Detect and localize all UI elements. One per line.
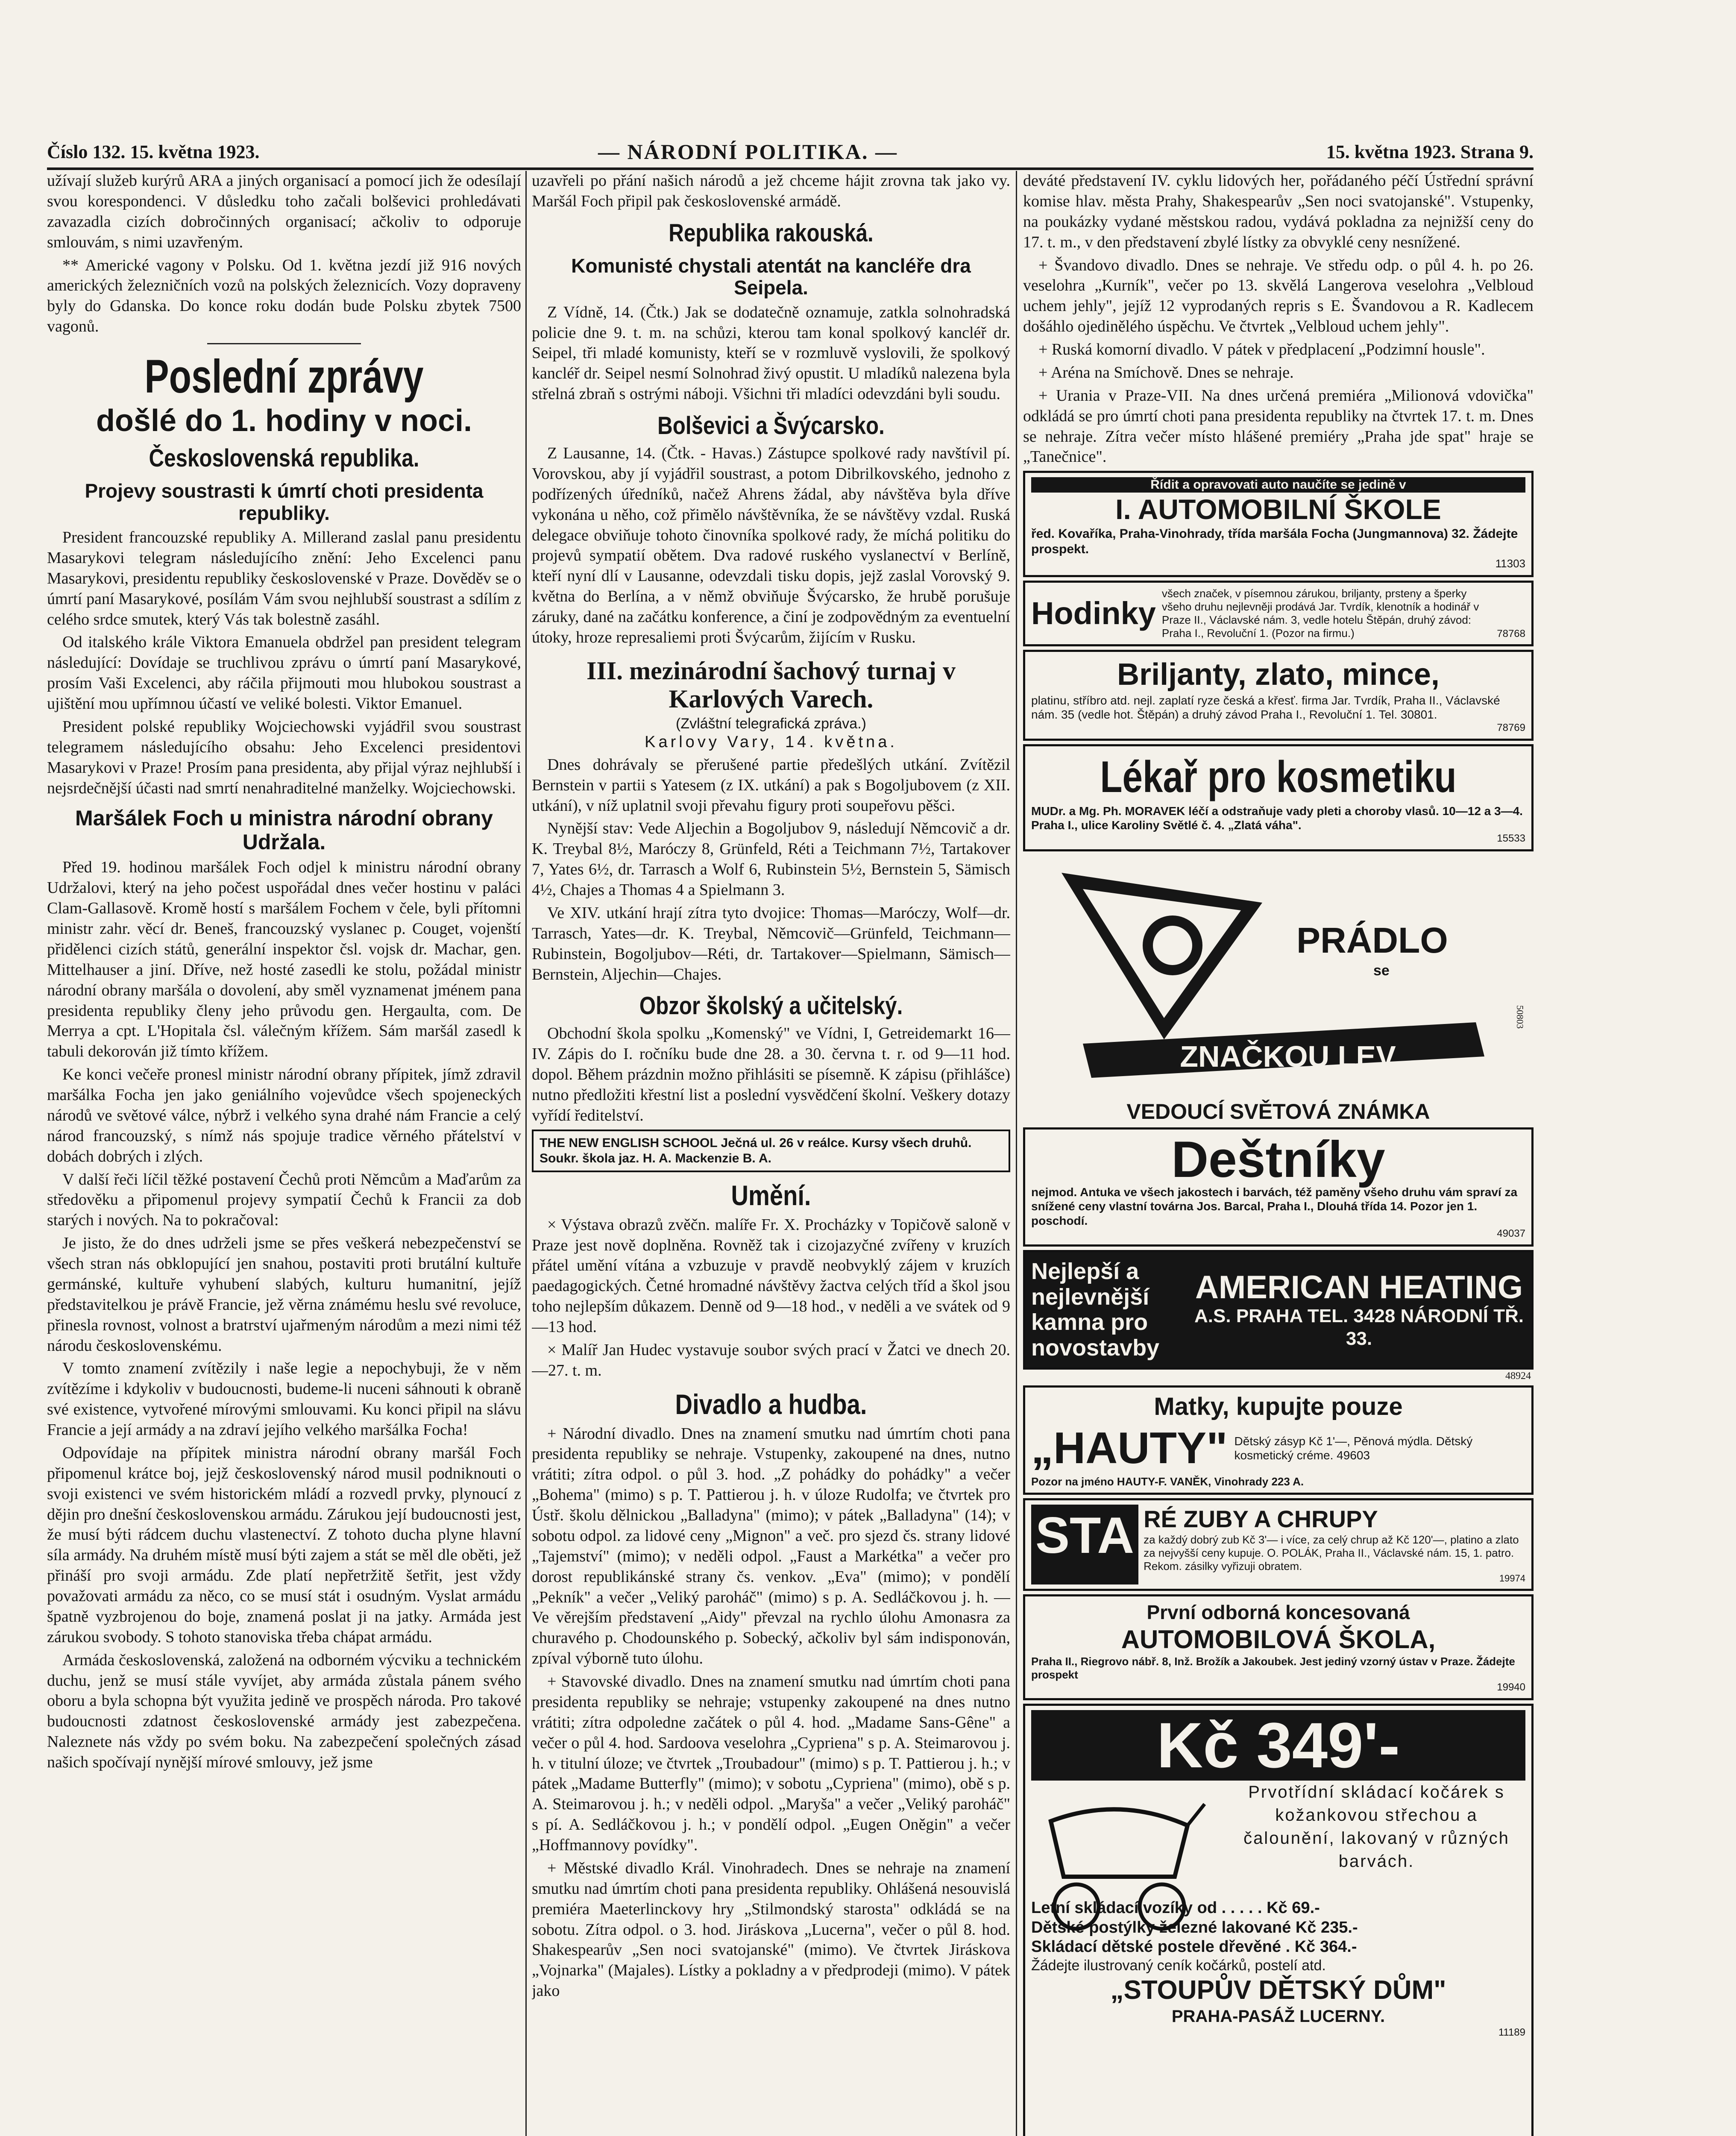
article-text: Nynější stav: Vede Aljechin a Bogoljubov 9, následují Němcovič a dr. K. Treybal 8½, Maróczy 8, Grünfeld, Réti a Teichmann 7½, Tartakover 7, Yates 6½, dr. Tarrasch a Wolf 6, Rubinstein 5½, Bernstein 5, Sämisch 4½, Chajes a Thomas 4 a Spielmann 3. <box>532 819 1010 899</box>
advert-price-row: Dětské postýlky železné lakované Kč 235.- <box>1031 1918 1358 1936</box>
advert-english-school: THE NEW ENGLISH SCHOOL Ječná ul. 26 v reálce. Kursy všech druhů. Soukr. škola jaz. H. A. Mackenzie B. A. <box>532 1130 1010 1172</box>
advert-line: Praha II., Riegrovo nábř. 8, Inž. Brožík a Jakoubek. Jest jediný vzorný ústav v Praze. Žádejte prospekt <box>1031 1655 1515 1681</box>
advert-title: „HAUTY" <box>1031 1423 1228 1473</box>
issue-number: Číslo 132. 15. května 1923. <box>47 141 260 162</box>
advert-title: Briljanty, zlato, mince, <box>1117 657 1440 692</box>
advert-line: všech značek, v písemnou zárukou, briljanty, prsteny a šperky všeho druhu nejlevněji prodává Jar. Tvrdík, klenotník a hodinář v Praze II., Václavské nám. 3, vedle hotelu Štěpán, druhý závod: Praha I., Revoluční 1. (Pozor na firmu.) <box>1161 587 1479 640</box>
advert-number: 49037 <box>1497 1228 1525 1240</box>
advert-number: 19974 <box>1499 1573 1525 1584</box>
article-text: Odpovídaje na přípitek ministra národní obrany maršál Foch připomenul krátce boj, jejž československý národ musil podniknouti o svoji existenci ve svém historickém mládí a rozvedl prvky, plynoucí z dějin pro dnešní československou armádu. Zárukou její budoucnosti jest, že musí býti rádcem duchu vlastenectví. Z tohoto ducha plyne hlavní síla armády. Na druhém místě musí býti zajem a stát se měl dle oběti, jež přináší pro svoji armádu. Zde platí nepřetržitě šetřit, jest vždy považovati armádu za něco, co se musí stát i osudným. Vyslat armádu špatně vyzbrojenou do boje, znamená poslat ji na jatky. Armáda jest zárukou svobody. S tohoto stanoviska třeba chápat armádu. <box>47 1444 521 1646</box>
advert-title: AUTOMOBILOVÁ ŠKOLA, <box>1121 1625 1436 1654</box>
advert-line: se <box>1373 962 1390 979</box>
advert-line: Řídit a opravovati auto naučíte se jedině v <box>1031 477 1525 493</box>
article-headline: Komunisté chystali atentát na kancléře dra Seipela. <box>571 254 971 299</box>
article-text: ** Americké vagony v Polsku. Od 1. května jezdí již 916 nových amerických železničních vozů na polských železnicích. Vozy dopraveny byly do Gdanska. Do konce roku dodán bude Polsku zbytek 7500 vagonů. <box>47 256 521 336</box>
banner-subheadline: došlé do 1. hodiny v noci. <box>96 403 472 438</box>
advert-umbrellas <box>1023 1127 1534 1247</box>
advert-cosmetics-doctor <box>1023 744 1534 851</box>
column-divider <box>525 171 527 2136</box>
advert-line: Prvotřídní skládací kočárek s kožankovou střechou a čalounění, lakovaný v různých barvách. <box>1243 1783 1510 1871</box>
advert-title: STA <box>1031 1505 1138 1584</box>
advert-auto-school-2 <box>1023 1594 1534 1700</box>
article-text: × Malíř Jan Hudec vystavuje soubor svých prací v Žatci ve dnech 20.—27. t. m. <box>532 1341 1010 1379</box>
advert-american-heating <box>1023 1250 1534 1370</box>
advert-line: První odborná koncesovaná <box>1147 1601 1410 1623</box>
advert-title: Hodinky <box>1031 595 1156 631</box>
advert-number: 11303 <box>1495 557 1525 570</box>
advert-old-teeth <box>1023 1498 1534 1591</box>
article-text: Je jisto, že do dnes udrželi jsme se přes veškerá nebezpečenství se všech stran nás obklopující jen snahou, postaviti proti brutální kultuře germánské, kultuře vyhubení slabých, kulturu humanitní, jejíž představitelkou je právě Francie, jež věrna známému heslu své revoluce, přinesla rovnost, volnost a bratrství ujařmeným národům a mezi nimi též národu československému. <box>47 1234 521 1355</box>
article-text: Z Lausanne, 14. (Čtk. - Havas.) Zástupce spolkové rady navštívil pí. Vorovskou, aby jí vyjádřil soustrast, a potom Dibrilkovského, jednoho z podřízených úředníků, načež Ahrens žádal, aby návštěva byla dříve vykonána u něho, což přimělo návštěvníka, že se návštěvy vzdal. Ruská delegace obviňuje tohoto činovníka spolkové rady, že míchá politiku do projevů sympatií obětem. Dva radové ruského vyslanectví v Berlíně, kteří nyní dlí v Lausanne, odevzdali tisku dopis, jejž zaslal Vorovský 9. května do Berlína, a v němž obviňuje Švýcarsko, že hrubě porušuje záruky, dané na začátku konference, a činí je zodpovědným za eventuelní útoky, hroze represaliemi proti Švýcarům, žijícím v Rusku. <box>532 444 1010 646</box>
article-text: Ke konci večeře pronesl ministr národní obrany přípitek, jímž zdravil maršálka Focha jen jako geniálního vojevůdce všech spojeneckých národů ve světové válce, nýbrž i velkého syna drahé nám Francie a celý národ francouzský, s nímž nás spojuje tradice věrného přátelství v dobách dobrých i zlých. <box>47 1065 521 1165</box>
article-dateline: Karlovy Vary, 14. května. <box>645 733 897 751</box>
advert-title: Deštníky <box>1171 1130 1385 1188</box>
advert-line: A.S. PRAHA TEL. 3428 NÁRODNÍ TŘ. 33. <box>1194 1306 1524 1349</box>
article-headline: Projevy soustrasti k úmrtí choti presidenta republiky. <box>85 480 484 524</box>
advert-line: řed. Kovaříka, Praha-Vinohrady, třída maršála Focha (Jungmannova) 32. Žádejte prospekt. <box>1031 527 1518 557</box>
advert-number: 15533 <box>1497 832 1525 844</box>
column-2 <box>532 171 1010 2136</box>
section-title: Československá republika. <box>149 444 419 472</box>
advert-diamonds <box>1023 650 1534 740</box>
advert-pram-shop <box>1023 1704 1534 2136</box>
advert-line: Dětský zásyp Kč 1'—, Pěnová mýdla. Dětský kosmetický créme. 49603 <box>1234 1434 1473 1462</box>
article-text: V tomto znamení zvítězily i naše legie a nepochybuji, že v něm zvítězíme i kdykoliv v budoucnosti, budeme-li nuceni sáhnouti k obraně své existence, vytvořené mírovými smlouvami. Ku konci připil na slávu Francie a její armády a na zdraví jejího velkého maršálka Focha! <box>47 1359 521 1439</box>
advert-number: 11189 <box>1498 2027 1525 2039</box>
section-title: Obzor školský a učitelský. <box>639 992 903 1020</box>
advert-line: nejmod. Antuka ve všech jakostech i barvách, též paměny všeho druhu vám spraví za snížené ceny vlastní továrna Jos. Barcal, Praha I., Dlouhá třída 14. Pozor jen 1. poschodí. <box>1031 1185 1518 1227</box>
advert-lion-linen <box>1023 856 1534 1095</box>
advert-title: „STOUPŮV DĚTSKÝ DŮM" <box>1110 1975 1446 2005</box>
advert-number: 50803 <box>1515 1005 1525 1029</box>
article-text: deváté představení IV. cyklu lidových her, pořádaného péčí Ústřední správní komise hlav. města Prahy, Shakespearův „Sen noci svatojanské". Vstupenky, na poukázky vydané městskou radou, vydává pokladna za nejnižší ceny do 17. t. m., v den představení zbylé lístky za obvyklé ceny nesnížené. <box>1023 172 1534 251</box>
article-text: + Ruská komorní divadlo. V pátek v předplacení „Podzimní housle". <box>1038 340 1485 358</box>
section-title: Republika rakouská. <box>669 219 874 247</box>
advert-number: 19940 <box>1497 1681 1525 1693</box>
advert-line: MUDr. a Mg. Ph. MORAVEK léčí a odstraňuje vady pleti a choroby vlasů. 10—12 a 3—4. Praha I., ulice Karoliny Světlé č. 4. „Zlatá váha". <box>1031 804 1523 832</box>
advert-watches <box>1023 581 1534 647</box>
column-divider <box>1016 171 1017 2136</box>
article-text: × Výstava obrazů zvěčn. malíře Fr. X. Procházky v Topičově saloně v Praze jest nově doplněna. Rovněž tak i cizojazyčné zvířeny v kruzích přátel umění vítána a vzbuzuje v pravdě neobvyklý zájem v kruzích paedagogických. Četné hromadné návštěvy žactva celých tříd a škol jsou toho nejlepším důkazem. Denně od 9—18 hod., v neděli a ve svátek od 9—13 hod. <box>532 1215 1010 1336</box>
page-header <box>47 141 1534 167</box>
advert-title: Lékař pro kosmetiku <box>1100 752 1457 802</box>
advert-number: 78769 <box>1497 722 1525 734</box>
article-text: President polské republiky Wojciechowski vyjádřil svou soustrast telegramem následujícího obsahu: Jeho Excelenci presidentovi Masarykovi v Praze! Prosím pana presidenta, aby přijal výraz nejhlubší i nejsrdečnější účasti nad smrtí nenahraditelné manželky. Wojciechowski. <box>47 717 521 797</box>
advert-number: 78768 <box>1497 628 1525 640</box>
advert-title: PRÁDLO <box>1296 920 1448 960</box>
advert-slogan: VEDOUCÍ SVĚTOVÁ ZNÁMKA <box>1126 1099 1430 1124</box>
article-text: Ve XIV. utkání hrají zítra tyto dvojice: Thomas—Maróczy, Wolf—dr. Tarrasch, Yates—dr. K. Treybal, Němcovič—Grünfeld, Teichmann—Rubinstein, Bogoljubov—Réti, dr. Tartakover—Spielmann, Sämisch—Bernstein, Aljechin—Chajes. <box>532 904 1010 983</box>
article-text: + Městské divadlo Král. Vinohradech. Dnes se nehraje na znamení smutku nad úmrtím choti pana presidenta republiky. Ohlášená nesouvislá premiéra Maeterlinckovy hry „Stilmondský starosta" odkládá se na sobotu. Zítra odpol. o 3. hod. Jiráskova „Lucerna", večer o půl 8. hod. Shakespearův „Sen noci svatojanské" (mimo). Ve čtvrtek Jiráskova „Vojnarka" (Majales). Lístky a pokladny a v předprodeji (mimo). V pátek jako <box>532 1859 1010 2000</box>
advert-line: za každý dobrý zub Kč 3'— i více, za celý chrup až Kč 120'—, platino a zlato za nejvyšší ceny kupuje. O. POLÁK, Praha II., Václavské nám. 15, 1. patro. Rekom. zásilky vyřizuji obratem. <box>1144 1533 1519 1573</box>
column-3 <box>1023 171 1534 2136</box>
section-title: Divadlo a hudba. <box>675 1388 867 1420</box>
article-headline: Maršálek Foch u ministra národní obrany Udržala. <box>75 806 493 854</box>
article-text: + Stavovské divadlo. Dnes na znamení smutku nad úmrtím choti pana presidenta republiky se nehraje; vstupenky zakoupené na dnes nutno vrátiti; zítra odpoledne začátek o půl 4. hod. „Madame Sans-Gêne" a večer o půl 4. hod. Sardoova veselohra „Cypriena" s p. A. Steimarovou j. h. v titulní úloze; ve čtvrtek „Troubadour" (mimo) s p. T. Pattierou j. h.; v pátek „Madame Butterfly" (mimo); v sobotu „Cypriena" (mimo), obě s p. A. Steimarovou j. h.; v neděli odpol. „Maryša" a večer „Veliký paroháč" s pí. A. Sedláčkovou j. h.; v pondělí odpol. „Eugen Oněgin" a večer „Hoffmannovy povídky". <box>532 1672 1010 1854</box>
advert-auto-school <box>1023 471 1534 577</box>
article-headline: Bolševici a Švýcarsko. <box>657 412 885 440</box>
masthead: — NÁRODNÍ POLITIKA. — <box>598 140 898 164</box>
article-text: užívají služeb kurýrů ARA a jiných organisací a pomocí jich že odesílají svou korespondenci. V důsledku toho začali bolševici prohledávati zavazadla cizích dobročinných organisací; ačkoliv to odporuje smlouvám, s nimi uzavřeným. <box>47 172 521 251</box>
header-rule <box>47 167 1534 170</box>
advert-title: AMERICAN HEATING <box>1195 1269 1523 1306</box>
advert-hauty <box>1023 1385 1534 1495</box>
pram-illustration <box>1034 1796 1213 1936</box>
advert-title: RÉ ZUBY A CHRUPY <box>1144 1505 1378 1532</box>
advert-line: PRAHA-PASÁŽ LUCERNY. <box>1171 2007 1385 2026</box>
article-text: + Aréna na Smíchově. Dnes se nehraje. <box>1038 363 1294 381</box>
advert-line: platinu, stříbro atd. nejl. zaplatí ryze česká a křesť. firma Jar. Tvrdík, Praha II., Václavské nám. 35 (vedle hot. Štěpán) a druhý závod Praha I., Revoluční 1. Tel. 30801. <box>1031 693 1500 722</box>
article-text: Armáda československá, založená na odborném výcviku a technickém duchu, jenž se musí stále vyvíjet, aby armáda zůstala pánem svého oboru a byla schopna být využita jedině ve prospěch národa. Pro takové budoucnosti zdatnost československé armády jest zabezpečena. Naleznete nás vždy po svém boku. Na zabezpečení společných zásad našich spočívají nynější mírové smlouvy, jež jsme <box>47 1651 521 1772</box>
advert-line: Nejlepší a nejlevnější kamna pro novostavby <box>1031 1259 1160 1361</box>
advert-title: Matky, kupujte pouze <box>1154 1393 1403 1421</box>
article-text: + Urania v Praze-VII. Na dnes určená premiéra „Milionová vdovička" odkládá se pro úmrtí choti pana presidenta republiky na čtvrtek 17. t. m. Dnes se nehraje. Zítra večer místo hlášené premiéry „Praha jde spat" hraje se „Tanečnice". <box>1023 386 1534 466</box>
advert-number: 48924 <box>1505 1370 1531 1382</box>
advert-price-row: Letní skládací vozíky od . . . . . Kč 69.- <box>1031 1899 1320 1917</box>
advert-line: Pozor na jméno HAUTY-F. VANĚK, Vinohrady 223 A. <box>1031 1475 1304 1488</box>
article-text: Z Vídně, 14. (Čtk.) Jak se dodatečně oznamuje, zatkla solnohradská policie dne 9. t. m. na schůzi, kterou tam konal spolkový kancléř dr. Seipel, tři mladé komunisty, kteří se v rozmluvě vyslovili, že spolkový kancléř dr. Seipel nesmí Solnohrad živý opustit. U mladíků nalezena byla střelná zbraň s ostrými náboji. Všichni tři mladíci odevzdáni byli soudu. <box>532 303 1010 403</box>
advert-title: I. AUTOMOBILNÍ ŠKOLE <box>1115 493 1441 525</box>
divider <box>207 343 361 344</box>
article-text: V další řeči líčil těžké postavení Čechů proti Němcům a Maďarům za středověku a připomenul projevy sympatií Čechů k Francii za dob starých i nových. Na to pokračoval: <box>47 1170 521 1229</box>
article-text: + Národní divadlo. Dnes na znamení smutku nad úmrtím choti pana presidenta republiky se nehraje. Vstupenky, zakoupené na dnes, nutno vrátiti; zítra odpol. o půl 3. hod. „Z pohádky do pohádky" a večer „Bohema" (mimo) s p. T. Pattierou j. h. v úloze Rudolfa; ve čtvrtek pro Ústř. školu dělnickou „Balladyna" (mimo); v pátek „Balladyna" (14); v sobotu odpol. za lidové ceny „Mignon" a več. pro sjezd čs. strany lidové „Tajemství" (mimo); v neděli odpol. „Faust a Markétka" a večer pro dorost republikánské strany čs. venkov. „Eva" (mimo); v pondělí „Pekník" a večer „Veliký paroháč" (mimo) s p. A. Sedláčkovou j. h. — Ve věrejším představení „Aidy" převzal na rychlo úlohu Amonasra za churavého p. Chodounského p. Sobecký, ačkoliv byl sám indisponován, zpíval výborně tuto úlohu. <box>532 1424 1010 1668</box>
article-text: uzavřeli po přání našich národů a jež chceme hájit zrovna tak jako vy. Maršál Foch připil pak československé armádě. <box>532 172 1010 210</box>
article-dateline: (Zvláštní telegrafická zpráva.) <box>676 715 866 732</box>
advert-line: Žádejte ilustrovaný ceník kočárků, postelí atd. <box>1031 1957 1326 1974</box>
article-text: Před 19. hodinou maršálek Foch odjel k ministru národní obrany Udržalovi, který na jeho počest uspořádal dnes večer hostinu v paláci Clam-Gallasově. Kromě hostí s maršálem Fochem v čele, byli přítomni ministr zahr. věcí dr. Beneš, francouzský vyslanec p. Couget, vojenští přidělenci cizích států, generální inspektor čsl. vojsk dr. Machar, gen. Mittelhauser a jiní. Dříve, než hosté zasedli ke stolu, požádal ministr národní obrany maršála o dovolení, aby směl vyznamenat jménem pana presidenta republiky členy jeho průvodu gen. Hergaulta, com. De Merrya a cpt. L'Hopitala čsl. válečným křížem. Sám maršál zasedl k tabuli dekorován již tímto křížem. <box>47 858 521 1061</box>
article-text: + Švandovo divadlo. Dnes se nehraje. Ve středu odp. o půl 4. h. po 26. veselohra „Kurník", večer po 13. skvělá Langerova veselohra „Velbloud uchem jehly", jejíž 12 vyprodaných repris s E. Švandovou a R. Kadlecem došáhlo ojedinělého úspěchu. Ve čtvrtek „Velbloud uchem jehly". <box>1023 256 1534 336</box>
article-text: Obchodní škola spolku „Komenský" ve Vídni, I, Getreidemarkt 16—IV. Zápis do I. ročníku bude dne 28. a 30. června t. r. od 9—11 hod. dopol. Během prázdnin možno přihlásiti se písemně. K zápisu (přihlášce) nutno předložiti křestní list a poslední vysvědčení školní. Veškery dotazy vyřídí ředitelství. <box>532 1024 1010 1124</box>
article-text: Dnes dohrávaly se přerušené partie předešlých utkání. Zvítězil Bernstein v partii s Yatesem (z IX. utkání) a pak s Bogoljubovem (z XII. utkání), v níž uplatnil svoji převahu figury proti soupeřovu pěšci. <box>532 755 1010 815</box>
advert-price-row: Skládací dětské postele dřevěné . Kč 364.- <box>1031 1938 1357 1956</box>
advert-title: ZNAČKOU LEV <box>1180 1039 1396 1073</box>
date-page: 15. května 1923. Strana 9. <box>1326 141 1534 162</box>
advert-price-banner: Kč 349'- <box>1031 1710 1525 1781</box>
article-text: President francouzské republiky A. Millerand zaslal panu presidentu Masarykovi telegram následujícího znění: Jeho Excelenci panu Masarykovi, presidentu republiky československé v Praze. Dověděv se o úmrtí paní Masarykové, posílám Vám svou nejhlubší soustrast a sdílím z celého srdce smutek, který Vás tak bolestně zasáhl. <box>47 528 521 628</box>
banner-headline: Poslední zprávy <box>144 350 424 403</box>
section-title: Umění. <box>731 1179 811 1211</box>
article-text: Od italského krále Viktora Emanuela obdržel pan president telegram následující: Dovídaje se truchlivou zprávu o úmrtí paní Masarykové, prosím Vaši Excelenci, aby ráčila přijmouti mou hlubokou soustrast a ujištění mou upřímnou účastí ve veliké bolesti. Viktor Emanuel. <box>47 633 521 713</box>
column-1 <box>47 171 521 2136</box>
article-headline: III. mezinárodní šachový turnaj v Karlových Varech. <box>586 656 956 713</box>
